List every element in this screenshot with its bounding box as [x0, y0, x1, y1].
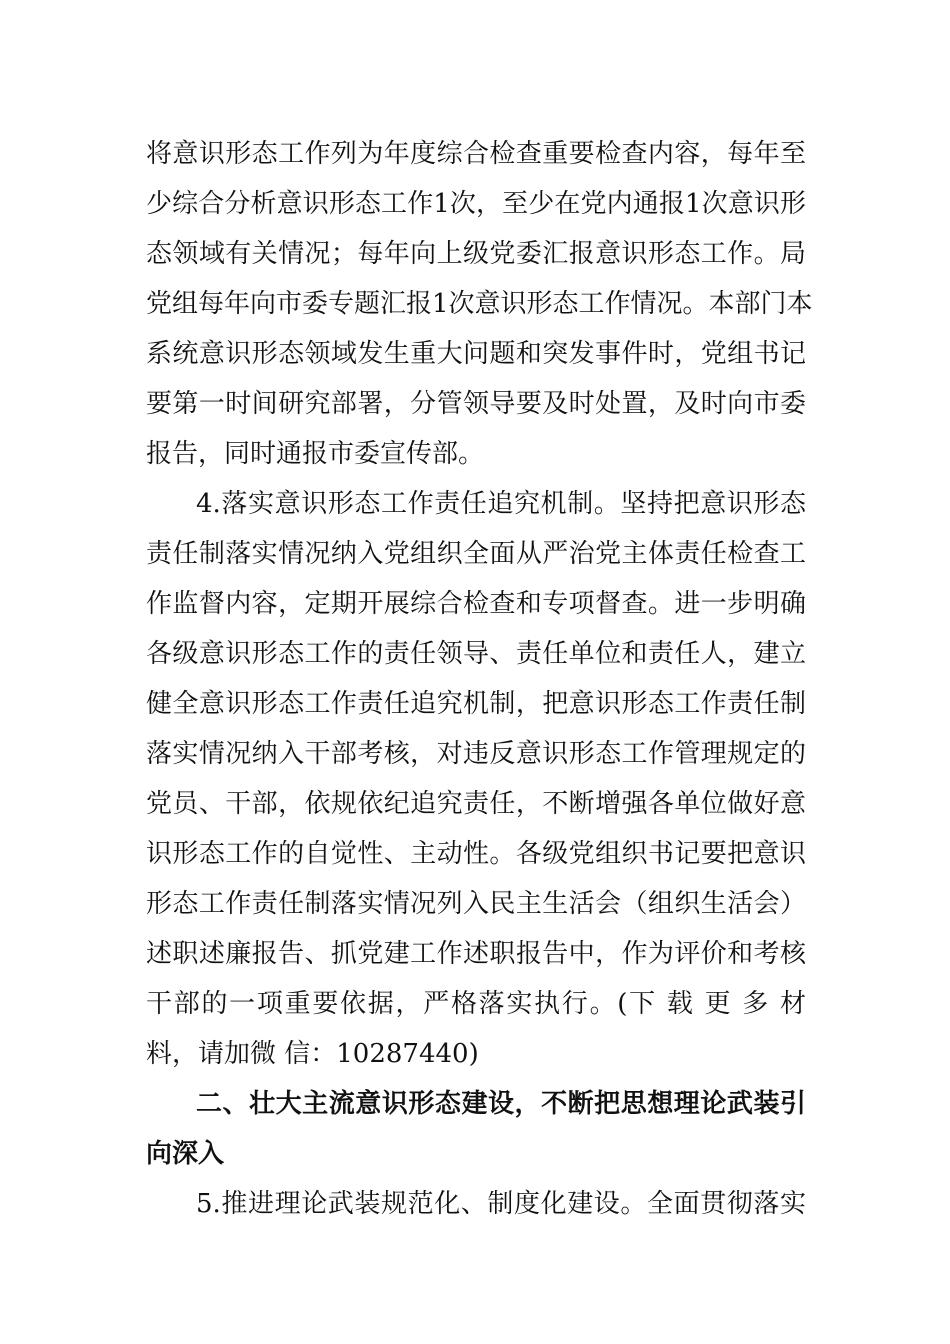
paragraph-5-heading-line: 5.推进理论武装规范化、制度化建设。全面贯彻落实 — [196, 1189, 806, 1219]
body-text-line: 少综合分析意识形态工作1次，至少在党内通报1次意识形 — [146, 189, 806, 219]
body-text-line: 料，请加微 信：10287440) — [146, 1039, 479, 1069]
body-text-line: 各级意识形态工作的责任领导、责任单位和责任人，建立 — [146, 639, 806, 669]
body-text-line: 报告，同时通报市委宣传部。 — [146, 439, 485, 469]
body-text-line: 党组每年向市委专题汇报1次意识形态工作情况。本部门本 — [146, 289, 813, 319]
body-text-line: 党员、干部，依规依纪追究责任，不断增强各单位做好意 — [146, 789, 806, 819]
body-text-line: 要第一时间研究部署，分管领导要及时处置，及时向市委 — [146, 389, 806, 419]
body-text-line: 责任制落实情况纳入党组织全面从严治党主体责任检查工 — [146, 539, 806, 569]
body-text-line: 作监督内容，定期开展综合检查和专项督查。进一步明确 — [146, 589, 806, 619]
body-text-line: 态领域有关情况；每年向上级党委汇报意识形态工作。局 — [146, 239, 806, 269]
body-text-line: 系统意识形态领域发生重大问题和突发事件时，党组书记 — [146, 339, 806, 369]
body-text-line: 干部的一项重要依据，严格落实执行。(下 载 更 多 材 — [146, 989, 806, 1019]
paragraph-4-heading-line: 4.落实意识形态工作责任追究机制。坚持把意识形态 — [196, 489, 806, 519]
section-heading: 二、壮大主流意识形态建设，不断把思想理论武装引 — [196, 1089, 806, 1119]
body-text-line: 落实情况纳入干部考核，对违反意识形态工作管理规定的 — [146, 739, 806, 769]
body-text-line: 述职述廉报告、抓党建工作述职报告中，作为评价和考核 — [146, 939, 806, 969]
body-text-line: 健全意识形态工作责任追究机制，把意识形态工作责任制 — [146, 689, 806, 719]
body-text-line: 将意识形态工作列为年度综合检查重要检查内容，每年至 — [146, 139, 806, 169]
body-text-line: 识形态工作的自觉性、主动性。各级党组织书记要把意识 — [146, 839, 806, 869]
section-heading-continuation: 向深入 — [146, 1139, 225, 1169]
body-text-line: 形态工作责任制落实情况列入民主生活会（组织生活会） — [146, 889, 806, 919]
